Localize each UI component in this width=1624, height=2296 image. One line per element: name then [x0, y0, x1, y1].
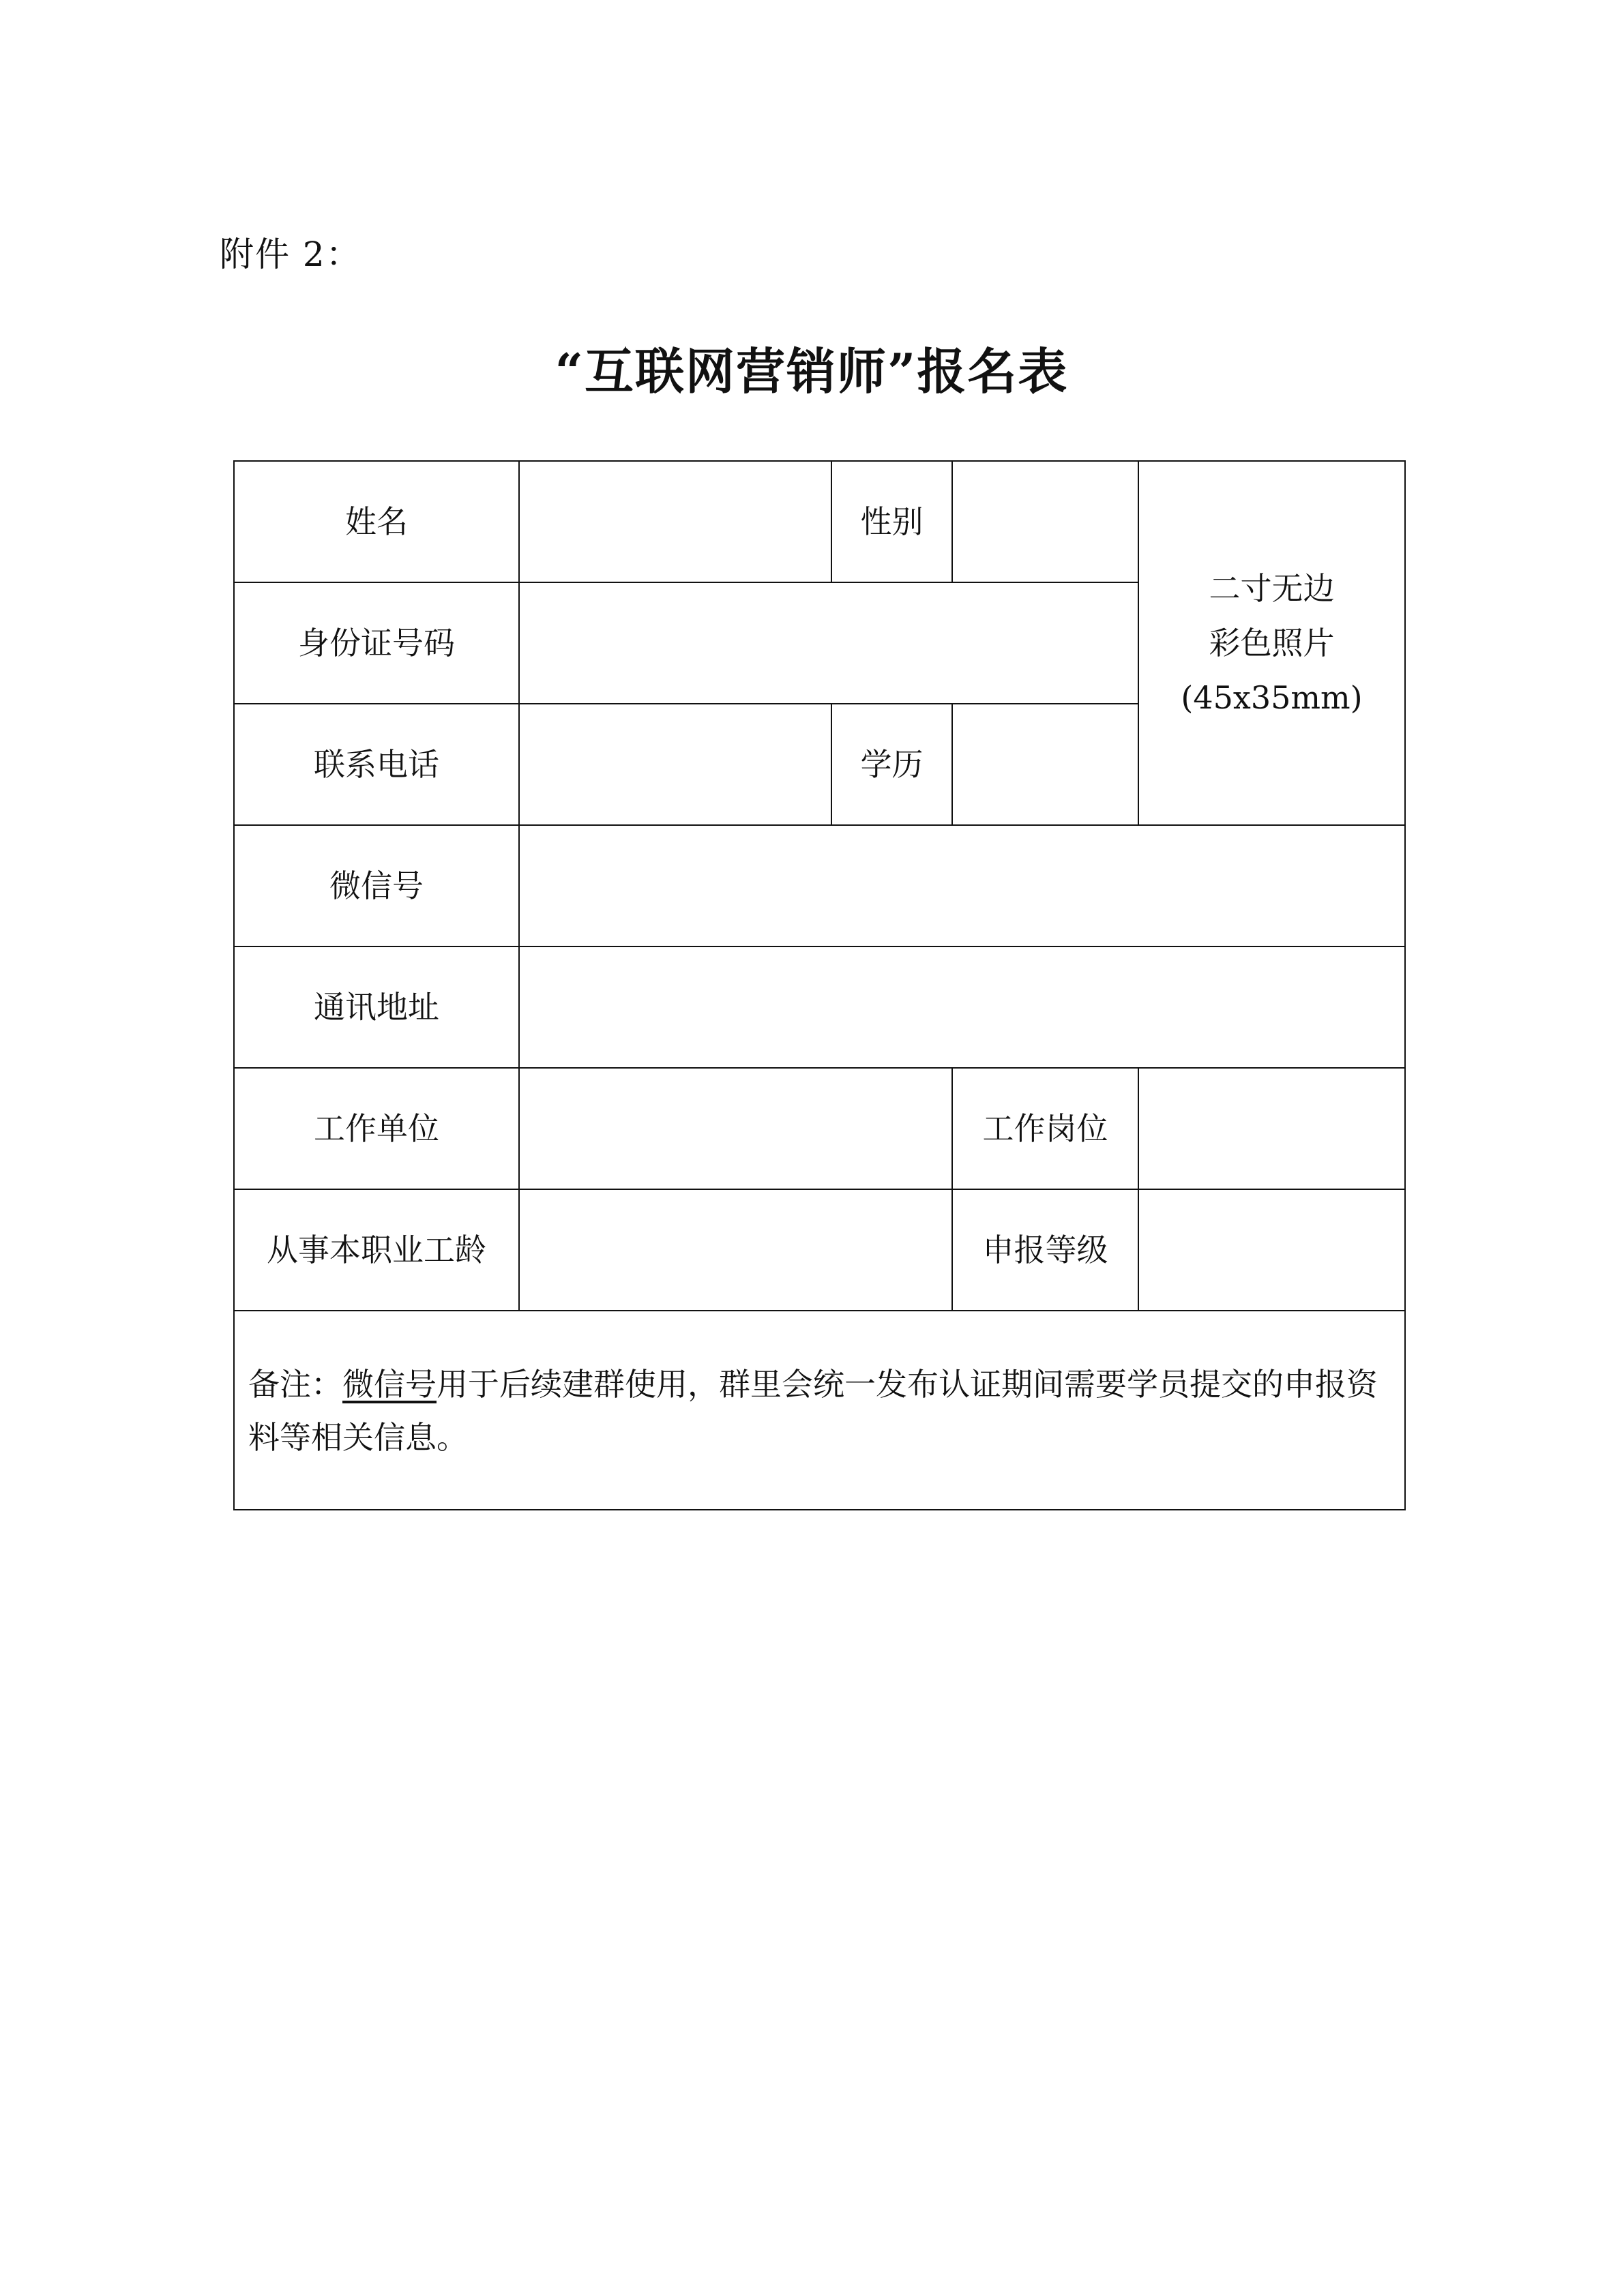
photo-dimensions-line: (45x35mm) [1181, 679, 1363, 716]
phone-label: 联系电话 [234, 704, 519, 825]
wechat-field[interactable] [519, 825, 1405, 946]
experience-label: 从事本职业工龄 [234, 1189, 519, 1311]
address-label: 通讯地址 [234, 946, 519, 1068]
id-number-field[interactable] [519, 582, 1138, 704]
note-wechat-highlight: 微信号 [342, 1366, 437, 1403]
gender-field[interactable] [952, 461, 1138, 582]
form-row-address [234, 946, 1405, 1068]
id-number-label: 身份证号码 [234, 582, 519, 704]
position-label: 工作岗位 [952, 1068, 1138, 1189]
address-field[interactable] [519, 946, 1405, 1068]
education-field[interactable] [952, 704, 1138, 825]
attachment-label: 附件 2： [220, 235, 361, 274]
name-field[interactable] [519, 461, 831, 582]
wechat-label: 微信号 [234, 825, 519, 946]
employer-label: 工作单位 [234, 1068, 519, 1189]
form-row-experience [234, 1189, 1405, 1311]
note-text: 用于后续建群使用，群里会统一发布认证期间需要学员提交的申报资料等相关信息。 [248, 1366, 1378, 1456]
name-label: 姓名 [234, 461, 519, 582]
experience-field[interactable] [519, 1189, 952, 1311]
position-field[interactable] [1138, 1068, 1405, 1189]
photo-type-line: 彩色照片 [1209, 625, 1335, 661]
phone-field[interactable] [519, 704, 831, 825]
note-prefix: 备注： [248, 1366, 342, 1403]
photo-size-line: 二寸无边 [1209, 570, 1335, 607]
employer-field[interactable] [519, 1068, 952, 1189]
level-label: 申报等级 [952, 1189, 1138, 1311]
form-row-wechat [234, 825, 1405, 946]
level-field[interactable] [1138, 1189, 1405, 1311]
gender-label: 性别 [831, 461, 952, 582]
registration-form-table [233, 460, 1406, 1510]
education-label: 学历 [831, 704, 952, 825]
form-row-employer [234, 1068, 1405, 1189]
note-cell [234, 1311, 1405, 1510]
photo-placeholder [1138, 461, 1405, 825]
form-row-name [234, 461, 1405, 582]
form-row-note [234, 1311, 1405, 1510]
form-title: “互联网营销师”报名表 [555, 342, 1069, 400]
